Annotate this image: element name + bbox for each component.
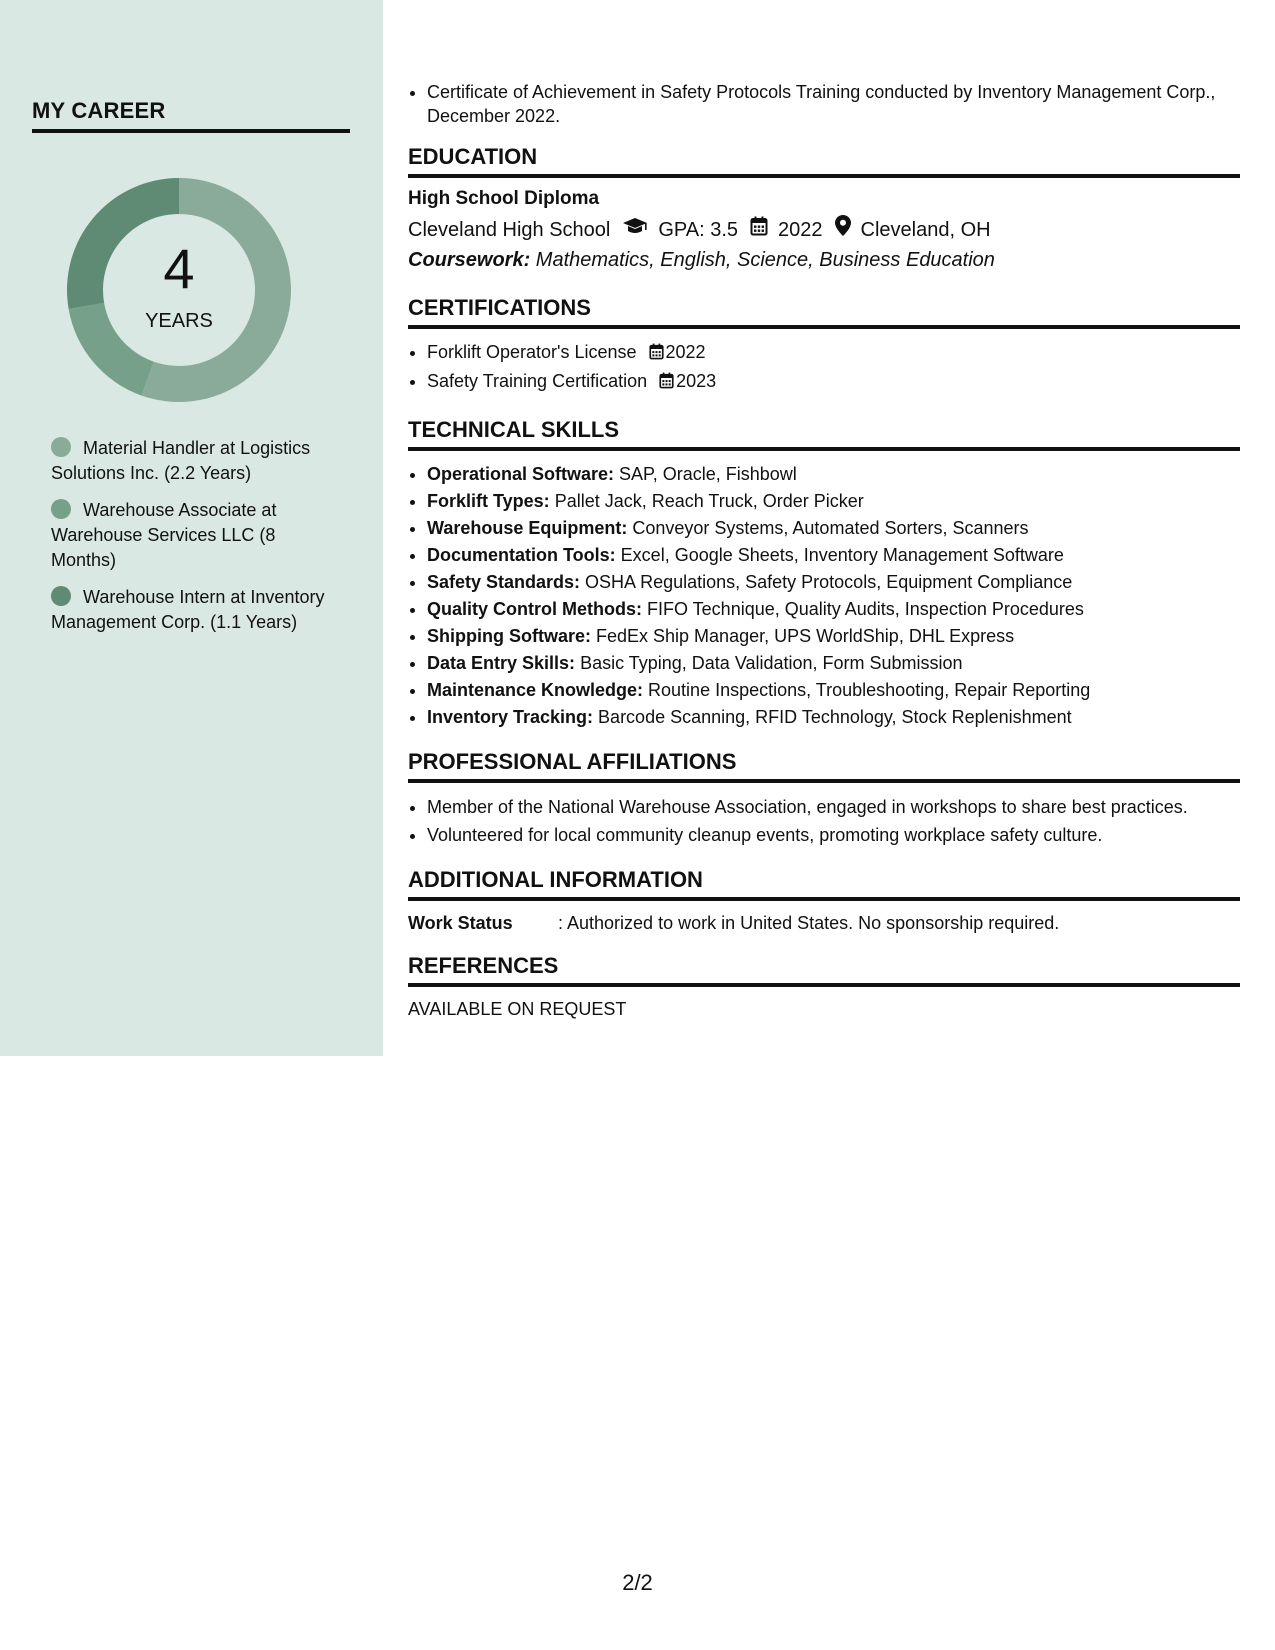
career-title: MY CAREER bbox=[32, 98, 350, 133]
list-item bbox=[427, 596, 1240, 623]
certifications-list bbox=[408, 339, 1240, 397]
references-section bbox=[408, 953, 1240, 1021]
list-item: • Certificate of Achievement in Safety Protocols Training conducted by Inventory Management Corp., December 2022. bbox=[427, 80, 1240, 128]
skill-value: SAP, Oracle, Fishbowl bbox=[614, 464, 797, 484]
list-item bbox=[427, 542, 1240, 569]
list-item bbox=[427, 339, 1240, 368]
education-section bbox=[408, 144, 1240, 275]
affiliations-list bbox=[408, 793, 1240, 849]
section-title: ADDITIONAL INFORMATION bbox=[408, 867, 1240, 901]
education-details bbox=[408, 215, 1240, 245]
skill-label: Inventory Tracking: bbox=[427, 707, 594, 727]
list-item bbox=[427, 704, 1240, 731]
calendar-icon bbox=[649, 341, 664, 368]
technical-skills-section bbox=[408, 417, 1240, 731]
certifications-section bbox=[408, 295, 1240, 397]
skill-value: FIFO Technique, Quality Audits, Inspection Procedures bbox=[642, 599, 1084, 619]
skill-value: OSHA Regulations, Safety Protocols, Equipment Compliance bbox=[580, 572, 1073, 592]
skill-value: Routine Inspections, Troubleshooting, Repair Reporting bbox=[643, 680, 1091, 700]
affiliations-section bbox=[408, 749, 1240, 849]
skill-value: Basic Typing, Data Validation, Form Submission bbox=[575, 653, 963, 673]
skill-label: Data Entry Skills: bbox=[427, 653, 576, 673]
section-title: REFERENCES bbox=[408, 953, 1240, 987]
section-title: EDUCATION bbox=[408, 144, 1240, 178]
gpa-value: GPA: 3.5 bbox=[658, 219, 739, 241]
calendar-icon bbox=[659, 370, 674, 397]
section-title: CERTIFICATIONS bbox=[408, 295, 1240, 329]
skill-value: Pallet Jack, Reach Truck, Order Picker bbox=[549, 491, 864, 511]
list-item: • Volunteered for local community cleanup events, promoting workplace safety culture. bbox=[427, 821, 1240, 849]
legend-label: Material Handler at Logistics Solutions Inc. (2.2 Years) bbox=[51, 438, 311, 483]
location-pin-icon bbox=[835, 215, 851, 245]
donut-total-number: 4 bbox=[163, 237, 195, 300]
cert-year: 2023 bbox=[676, 371, 717, 391]
list-item bbox=[427, 515, 1240, 542]
legend-item bbox=[51, 498, 341, 573]
list-item bbox=[427, 368, 1240, 397]
list-item bbox=[427, 488, 1240, 515]
coursework-value: Mathematics, English, Science, Business Education bbox=[530, 249, 995, 271]
cert-year: 2022 bbox=[665, 342, 706, 362]
legend-dot bbox=[51, 437, 71, 457]
career-legend bbox=[51, 436, 341, 647]
skill-label: Quality Control Methods: bbox=[427, 599, 642, 619]
skill-value: Barcode Scanning, RFID Technology, Stock Replenishment bbox=[593, 707, 1072, 727]
degree-title: High School Diploma bbox=[408, 188, 600, 209]
section-title: PROFESSIONAL AFFILIATIONS bbox=[408, 749, 1240, 783]
list-item: • Member of the National Warehouse Association, engaged in workshops to share best practices. bbox=[427, 793, 1240, 821]
additional-info-section bbox=[408, 867, 1240, 935]
legend-item bbox=[51, 585, 341, 635]
career-donut-chart bbox=[66, 177, 292, 403]
cert-name: Forklift Operator's License bbox=[427, 342, 637, 362]
skill-label: Shipping Software: bbox=[427, 626, 591, 646]
legend-item bbox=[51, 436, 341, 486]
graduation-cap-icon bbox=[622, 215, 648, 245]
cert-name: Safety Training Certification bbox=[427, 371, 648, 391]
skill-label: Warehouse Equipment: bbox=[427, 518, 628, 538]
skill-label: Safety Standards: bbox=[427, 572, 581, 592]
skill-label: Forklift Types: bbox=[427, 491, 550, 511]
list-item bbox=[427, 650, 1240, 677]
skill-value: Conveyor Systems, Automated Sorters, Scanners bbox=[627, 518, 1029, 538]
page-number: 2/2 bbox=[622, 1570, 653, 1595]
skill-value: Excel, Google Sheets, Inventory Management Software bbox=[615, 545, 1064, 565]
legend-dot bbox=[51, 499, 71, 519]
skill-label: Documentation Tools: bbox=[427, 545, 616, 565]
skills-list bbox=[408, 461, 1240, 731]
skill-label: Operational Software: bbox=[427, 464, 615, 484]
skill-value: FedEx Ship Manager, UPS WorldShip, DHL Express bbox=[591, 626, 1015, 646]
list-item bbox=[427, 623, 1240, 650]
coursework bbox=[408, 245, 1240, 275]
list-item bbox=[427, 677, 1240, 704]
work-status-value: : Authorized to work in United States. No sponsorship required. bbox=[558, 913, 1060, 933]
calendar-icon bbox=[750, 215, 768, 245]
graduation-year: 2022 bbox=[778, 219, 823, 241]
school-name: Cleveland High School bbox=[408, 219, 611, 241]
section-title: TECHNICAL SKILLS bbox=[408, 417, 1240, 451]
main-content bbox=[408, 80, 1240, 1021]
references-text: AVAILABLE ON REQUEST bbox=[408, 999, 627, 1019]
coursework-label: Coursework: bbox=[408, 249, 531, 271]
legend-label: Warehouse Intern at Inventory Management Corp. (1.1 Years) bbox=[51, 587, 325, 632]
list-item bbox=[427, 461, 1240, 488]
continued-list bbox=[408, 80, 1240, 128]
legend-dot bbox=[51, 586, 71, 606]
school-location: Cleveland, OH bbox=[860, 219, 991, 241]
legend-label: Warehouse Associate at Warehouse Services LLC (8 Months) bbox=[51, 500, 277, 570]
list-item bbox=[427, 569, 1240, 596]
work-status-label: Work Status bbox=[408, 913, 513, 933]
work-status-row bbox=[408, 911, 1240, 935]
sidebar bbox=[0, 0, 383, 1056]
skill-label: Maintenance Knowledge: bbox=[427, 680, 644, 700]
donut-unit-label: YEARS bbox=[145, 310, 213, 332]
